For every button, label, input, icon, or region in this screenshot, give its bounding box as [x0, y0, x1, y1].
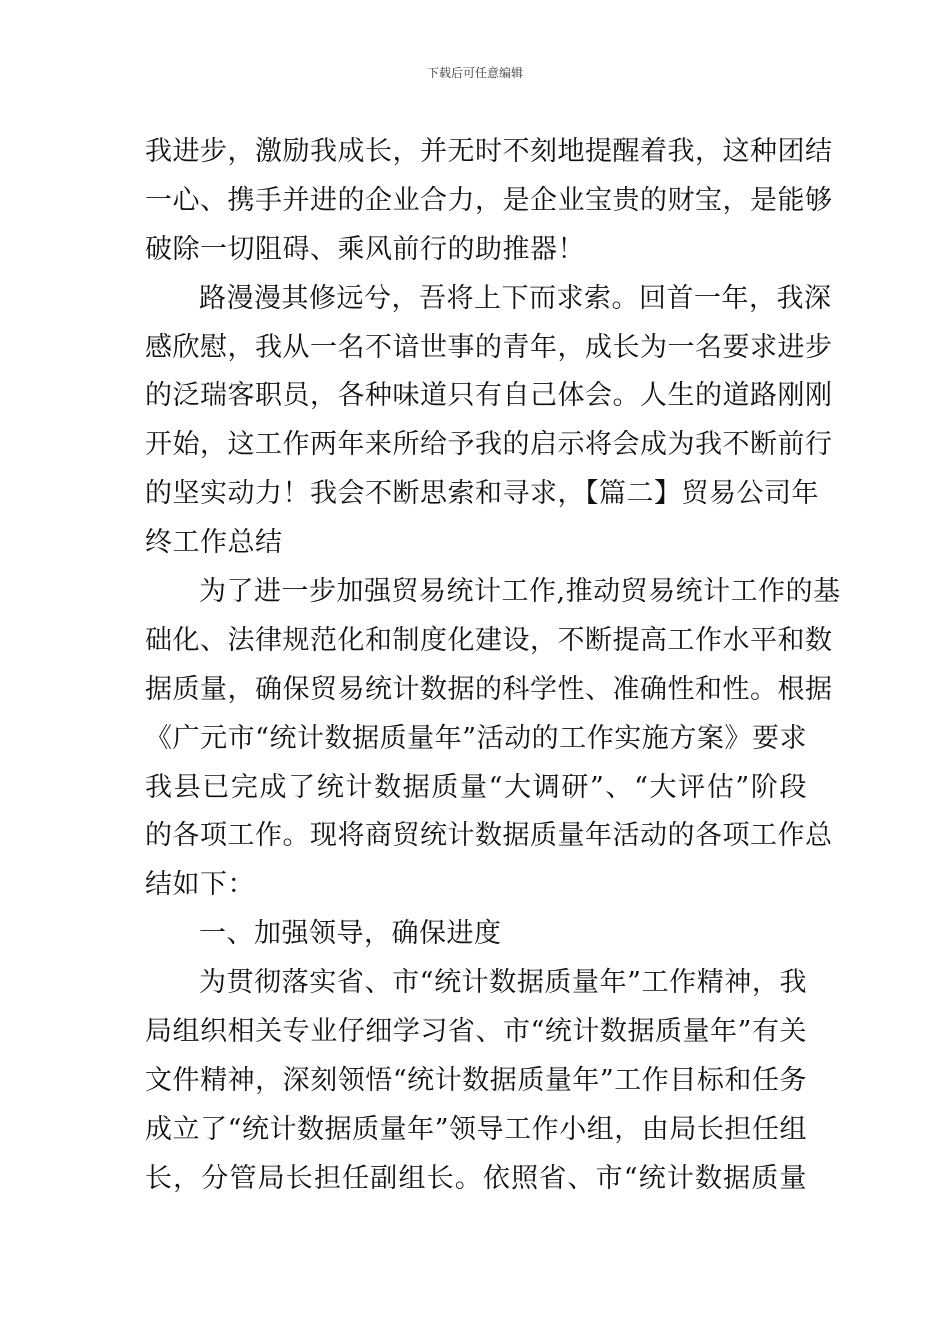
- paragraph-3: [145, 568, 841, 910]
- text-line: 感欣慰，我从一名不谙世事的青年，成长为一名要求进步: [145, 331, 833, 363]
- section-heading: [145, 910, 807, 959]
- text-line: 我县已完成了统计数据质量“大调研”、“大评估”阶段: [145, 771, 807, 803]
- text-line: 为贯彻落实省、市“统计数据质量年”工作精神，我: [199, 967, 807, 999]
- text-line: 据质量，确保贸易统计数据的科学性、准确性和性。根据: [145, 673, 833, 705]
- page-header: 下载后可任意编辑: [426, 66, 523, 80]
- text-line: 文件精神，深刻领悟“统计数据质量年”工作目标和任务: [145, 1064, 807, 1096]
- text-line: 终工作总结: [145, 527, 283, 559]
- paragraph-4: [145, 959, 807, 1203]
- text-line: 成立了“统计数据质量年”领导工作小组，由局长担任组: [145, 1113, 807, 1145]
- text-line: 《广元市“统计数据质量年”活动的工作实施方案》要求: [145, 722, 807, 754]
- text-line: 我进步，激励我成长，并无时不刻地提醒着我，这种团结: [145, 136, 833, 167]
- paragraph-2: [145, 275, 833, 568]
- text-line: 一心、携手并进的企业合力，是企业宝贵的财宝，是能够: [145, 184, 833, 216]
- text-line: 破除一切阻碍、乘风前行的助推器！: [145, 233, 585, 265]
- text-line: 路漫漫其修远兮，吾将上下而求索。回首一年，我深: [199, 282, 832, 314]
- text-line: 结如下：: [145, 869, 255, 901]
- text-line: 的泛瑞客职员，各种味道只有自己体会。人生的道路刚刚: [145, 380, 833, 412]
- text-line: 为了进一步加强贸易统计工作,推动贸易统计工作的基: [199, 576, 841, 608]
- text-line: 长，分管局长担任副组长。依照省、市“统计数据质量: [145, 1162, 807, 1194]
- text-line: 础化、法律规范化和制度化建设，不断提高工作水平和数: [145, 624, 833, 656]
- text-line: 的坚实动力！我会不断思索和寻求，【篇二】贸易公司年: [145, 478, 819, 510]
- text-line: 局组织相关专业仔细学习省、市“统计数据质量年”有关: [145, 1016, 807, 1048]
- text-line: 一、加强领导，确保进度: [199, 918, 502, 950]
- paragraph-1: [145, 128, 833, 275]
- document-body: [145, 128, 841, 1204]
- text-line: 的各项工作。现将商贸统计数据质量年活动的各项工作总: [145, 820, 833, 852]
- text-line: 开始，这工作两年来所给予我的启示将会成为我不断前行: [145, 429, 833, 461]
